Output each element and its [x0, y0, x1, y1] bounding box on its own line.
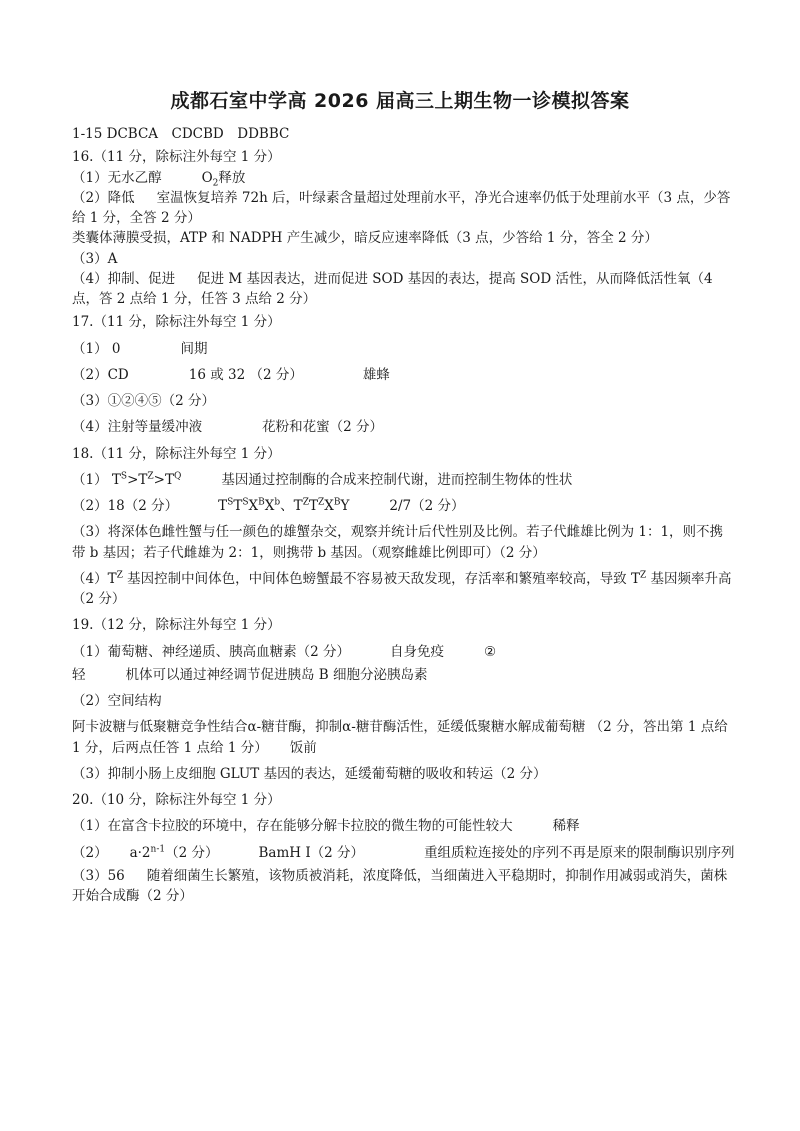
q16-header: 16.（11 分，除标注外每空 1 分）: [72, 149, 281, 166]
q17-answer-3: （3）①②④⑤（2 分）: [72, 393, 215, 409]
answer-content: [72, 124, 735, 906]
q16-answer-4: （4）抑制、促进 促进 M 基因表达，进而促进 SOD 基因的表达，提高 SOD 活性，从而降低活性氧（4 点，答 2 点给 1 分，任答 3 点给 2 分）: [72, 270, 713, 307]
q18-header: 18.（11 分，除标注外每空 1 分）: [72, 445, 281, 462]
q20-answer-3: （3）56 随着细菌生长繁殖，该物质被消耗，浓度降低，当细菌进入平稳期时，抑制作用减弱或消失，菌株开始合成酶（2 分）: [72, 867, 728, 904]
q17-answer-2: （2）CD 16 或 32 （2 分） 雄蜂: [72, 366, 390, 383]
q19-answer-2: （2）空间结构: [72, 693, 162, 709]
q17-answer-1: （1） 0 间期: [72, 340, 208, 357]
q16-answer-3: （3）A: [72, 250, 118, 267]
q20-answer-1: （1）在富含卡拉胶的环境中，存在能够分解卡拉胶的微生物的可能性较大 稀释: [72, 818, 580, 835]
page-title: 成都石室中学高 2026 届高三上期生物一诊模拟答案: [170, 90, 630, 112]
q16-answer-2-reason: 类囊体薄膜受损，ATP 和 NADPH 产生减少，暗反应速率降低（3 点，少答给 1 分，答全 2 分）: [72, 230, 658, 247]
q16-answer-2: （2）降低 室温恢复培养 72h 后，叶绿素含量超过处理前水平，净光合速率仍低于处理前水平（3 点，少答给 1 分，全答 2 分）: [72, 189, 731, 226]
q18-answer-2: （2）18（2 分） $T^ST^SX^BX^b$、$T^ZT^ZX^BY$ 2/7（2 分）: [72, 497, 465, 514]
q18-answer-4: $(4)T^Z$ 基因控制中间体色，中间体色螃蟹最不容易被天敌发现，存活率和繁殖率较高，导致 $T^Z$ 基因频率升高（2 分）: [72, 570, 732, 607]
q18-answer-3: （3）将深体色雌性蟹与任一颜色的雄蟹杂交，观察并统计后代性别及比例。若子代雌雄比例为 1：1，则不携带 b 基因；若子代雌雄为 2：1，则携带 b 基因。（观察雌雄比例即可）（2 分）: [72, 524, 724, 561]
q19-header: 19.（12 分，除标注外每空 1 分）: [72, 617, 281, 634]
q19-answer-1-cont: 轻 机体可以通过神经调节促进胰岛 B 细胞分泌胰岛素: [72, 666, 428, 683]
q19-answer-2-reason: 阿卡波糖与低聚糖竞争性结合α-糖苷酶，抑制α-糖苷酶活性，延缓低聚糖水解成葡萄糖 （2 分，答出第 1 点给 1 分，后两点任答 1 点给 1 分） 饭前: [72, 719, 728, 756]
q20-answer-2: （2） $a\cdot 2^{n-1}(2$ 分） BamH I（2 分） 重组质粒连接处的序列不再是原来的限制酶识别序列: [72, 844, 735, 861]
q18-answer-1: （1） $T^S>T^Z>T^Q$ 基因通过控制酶的合成来控制代谢，进而控制生物体的性状: [72, 471, 573, 488]
q17-header: 17.（11 分，除标注外每空 1 分）: [72, 314, 281, 331]
q19-answer-3: （3）抑制小肠上皮细胞 GLUT 基因的表达，延缓葡萄糖的吸收和转运（2 分）: [72, 765, 547, 782]
q17-answer-4: （4）注射等量缓冲液 花粉和花蜜（2 分）: [72, 419, 383, 436]
q19-answer-1: （1）葡萄糖、神经递质、胰高血糖素（2 分） 自身免疫 ②: [72, 643, 497, 660]
q20-header: 20.（10 分，除标注外每空 1 分）: [72, 792, 281, 808]
q16-answer-1: （1）无水乙醇 $O_2$释放: [72, 169, 246, 189]
multiple-choice-answers: 1-15 DCBCA CDCBD DDBBC: [72, 126, 290, 142]
